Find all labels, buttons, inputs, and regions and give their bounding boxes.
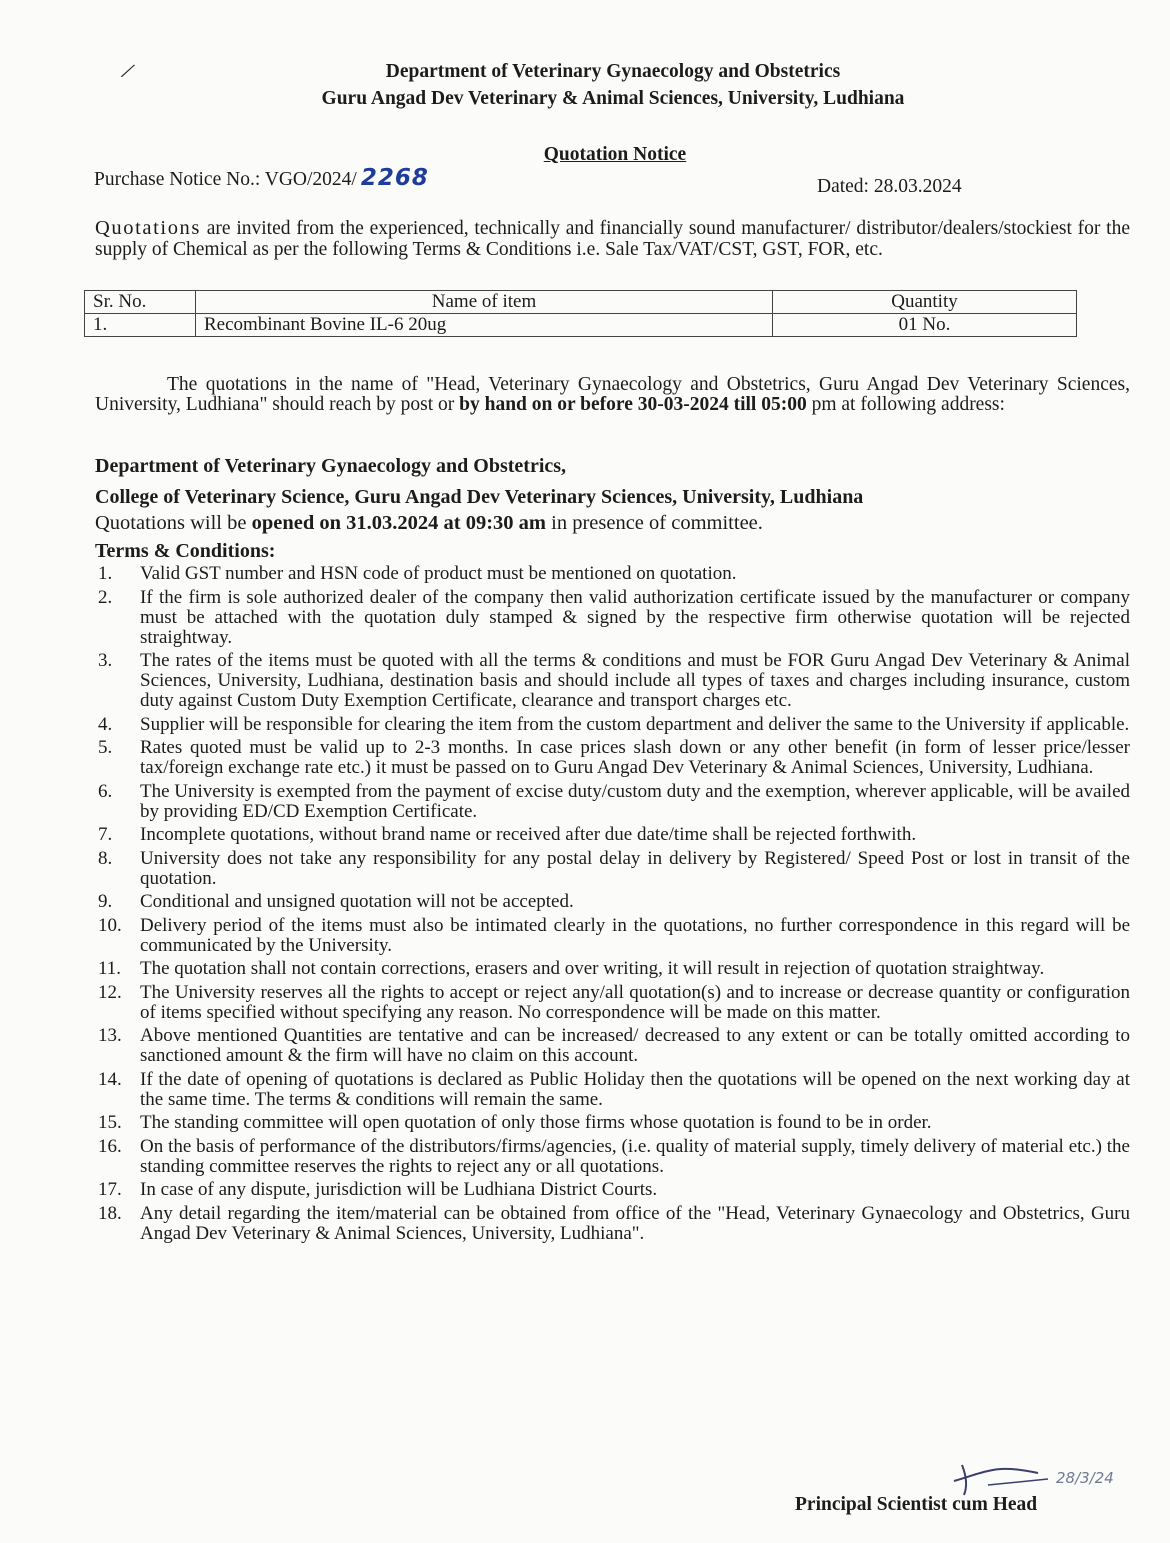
table-row: [85, 314, 1077, 337]
submission-paragraph: [95, 375, 1130, 415]
term-text: Incomplete quotations, without brand name or received after due date/time shall be rejected forthwith.: [140, 824, 917, 845]
page-title: Quotation Notice: [543, 144, 687, 165]
term-text: Above mentioned Quantities are tentative and can be increased/ decreased to any extent or can be totally omitted according to sanctioned amount & the firm will have no claim on this account.: [140, 1025, 1130, 1066]
intro-text: are invited from the experienced, technically and financially sound manufacturer/ distributor/dealers/stockiest for the supply of Chemical as per the following Terms & Conditions i.e. Sale Tax/VAT/CST, GST, FOR, etc.: [95, 218, 1130, 260]
term-text: If the date of opening of quotations is declared as Public Holiday then the quotations will be opened on the next working day at the same time. The terms & conditions will remain the same.: [140, 1068, 1130, 1110]
term-number: 16.: [98, 1135, 122, 1157]
opening-statement: [95, 512, 763, 535]
address-line-1: Department of Veterinary Gynaecology and Obstetrics,: [95, 455, 567, 477]
notice-label: Purchase Notice No.: VGO/2024/: [94, 169, 357, 190]
opening-text-1: Quotations will be: [95, 512, 252, 534]
term-number: 5.: [98, 737, 113, 758]
term-number: 1.: [98, 563, 113, 584]
list-item: [98, 1180, 1130, 1200]
items-table: [84, 290, 1077, 337]
list-item: [98, 916, 1130, 956]
list-item: [98, 1204, 1130, 1244]
term-number: 6.: [98, 780, 113, 802]
term-number: 12.: [98, 981, 122, 1003]
term-number: 7.: [98, 824, 113, 845]
list-item: [98, 1113, 1130, 1133]
intro-first-word: Quotations: [95, 217, 201, 239]
submission-text-1: The quotations in the name of "Head, Veterinary Gynaecology and Obstetrics, Guru Angad Dev Veterinary Sciences, University, Ludhiana" should reach by post or: [95, 374, 1130, 415]
term-text: If the firm is sole authorized dealer of the company then valid authorization certificate issued by the manufacturer or company must be attached with the quotation duly stamped & signed by the respective firm otherwise quotation will be rejected straightway.: [140, 586, 1130, 648]
term-text: The quotation shall not contain corrections, erasers and over writing, it will result in rejection of quotation straightway.: [140, 958, 1045, 979]
term-text: Supplier will be responsible for clearing the item from the custom department and deliver the same to the University if applicable.: [140, 713, 1130, 735]
term-number: 14.: [98, 1068, 122, 1090]
term-text: Conditional and unsigned quotation will not be accepted.: [140, 891, 574, 912]
term-number: 2.: [98, 586, 113, 608]
list-item: [98, 983, 1130, 1023]
signatory-designation: Principal Scientist cum Head: [795, 1494, 1038, 1515]
department-header: Department of Veterinary Gynaecology and Obstetrics: [385, 61, 841, 82]
signature-date: 28/3/24: [1056, 1469, 1114, 1487]
term-text: Any detail regarding the item/material can be obtained from office of the "Head, Veterinary Gynaecology and Obstetrics, Guru Angad Dev Veterinary & Animal Sciences, University, Ludhiana".: [140, 1202, 1130, 1244]
notice-date: Dated: 28.03.2024: [817, 176, 962, 197]
list-item: [98, 849, 1130, 889]
list-item: [98, 892, 1130, 912]
term-number: 15.: [98, 1112, 122, 1133]
list-item: [98, 782, 1130, 822]
term-number: 8.: [98, 847, 113, 869]
term-text: The rates of the items must be quoted with all the terms & conditions and must be FOR Guru Angad Dev Veterinary & Animal Sciences, University, Ludhiana, destination basis and should include all types of taxes and charges including insurance, custom duty against Custom Duty Exemption Certificate, clearance and transport charges etc.: [140, 650, 1130, 711]
term-text: University does not take any responsibility for any postal delay in delivery by Registered/ Speed Post or lost in transit of the quotation.: [140, 847, 1130, 889]
term-number: 9.: [98, 891, 113, 912]
list-item: [98, 825, 1130, 845]
term-number: 11.: [98, 958, 122, 979]
header-sr-no: Sr. No.: [85, 291, 196, 314]
term-text: The University is exempted from the payment of excise duty/custom duty and the exemption, wherever applicable, will be availed by providing ED/CD Exemption Certificate.: [140, 780, 1130, 822]
terms-heading: Terms & Conditions:: [95, 540, 276, 562]
opening-datetime: opened on 31.03.2024 at 09:30 am: [251, 512, 547, 534]
term-number: 17.: [98, 1179, 122, 1200]
term-text: The standing committee will open quotation of only those firms whose quotation is found to be in order.: [140, 1112, 932, 1133]
term-number: 3.: [98, 650, 113, 671]
list-item: [98, 651, 1130, 711]
opening-text-2: in presence of committee.: [546, 512, 763, 534]
term-text: Rates quoted must be valid up to 2-3 months. In case prices slash down or any other benefit (in form of lesser price/lesser tax/foreign exchange rate etc.) it must be passed on to Guru Angad Dev Veterinary & Animal Sciences, University, Ludhiana.: [140, 737, 1130, 778]
submission-deadline: by hand on or before 30-03-2024 till 05:00: [459, 394, 807, 415]
term-number: 4.: [98, 713, 113, 735]
cell-quantity: 01 No.: [773, 314, 1077, 337]
term-text: In case of any dispute, jurisdiction will be Ludhiana District Courts.: [140, 1179, 658, 1200]
list-item: [98, 738, 1130, 778]
intro-paragraph: [95, 218, 1130, 260]
term-text: The University reserves all the rights to accept or reject any/all quotation(s) and to increase or decrease quantity or configuration of items specified without specifying any reason. No correspondence will be made on this matter.: [140, 981, 1130, 1023]
term-number: 10.: [98, 914, 122, 936]
address-line-2: College of Veterinary Science, Guru Angad Dev Veterinary Sciences, University, Ludhiana: [95, 486, 864, 508]
list-item: [98, 1070, 1130, 1110]
purchase-notice-number: [94, 165, 429, 191]
submission-text-2: pm at following address:: [806, 394, 1005, 415]
list-item: [98, 959, 1130, 979]
cell-item-name: Recombinant Bovine IL-6 20ug: [196, 314, 773, 337]
list-item: [98, 564, 1130, 584]
term-text: On the basis of performance of the distributors/firms/agencies, (i.e. quality of material supply, timely delivery of material etc.) the standing committee reserves the rights to reject any or all quotations.: [140, 1135, 1130, 1177]
header-quantity: Quantity: [773, 291, 1077, 314]
university-header: Guru Angad Dev Veterinary & Animal Sciences, University, Ludhiana: [321, 88, 905, 109]
table-header-row: [85, 291, 1077, 314]
list-item: [98, 1026, 1130, 1066]
list-item: [98, 588, 1130, 648]
term-number: 13.: [98, 1025, 122, 1046]
list-item: [98, 715, 1130, 735]
term-text: Valid GST number and HSN code of product must be mentioned on quotation.: [140, 563, 737, 584]
term-number: 18.: [98, 1202, 122, 1224]
list-item: [98, 1137, 1130, 1177]
terms-list: [98, 564, 1130, 1247]
cell-sr-no: 1.: [85, 314, 196, 337]
header-item-name: Name of item: [196, 291, 773, 314]
term-text: Delivery period of the items must also be intimated clearly in the quotations, no further correspondence in this regard will be communicated by the University.: [140, 914, 1130, 956]
handwritten-notice-number: 2268: [360, 165, 429, 191]
punch-mark: ⁄: [123, 57, 133, 84]
